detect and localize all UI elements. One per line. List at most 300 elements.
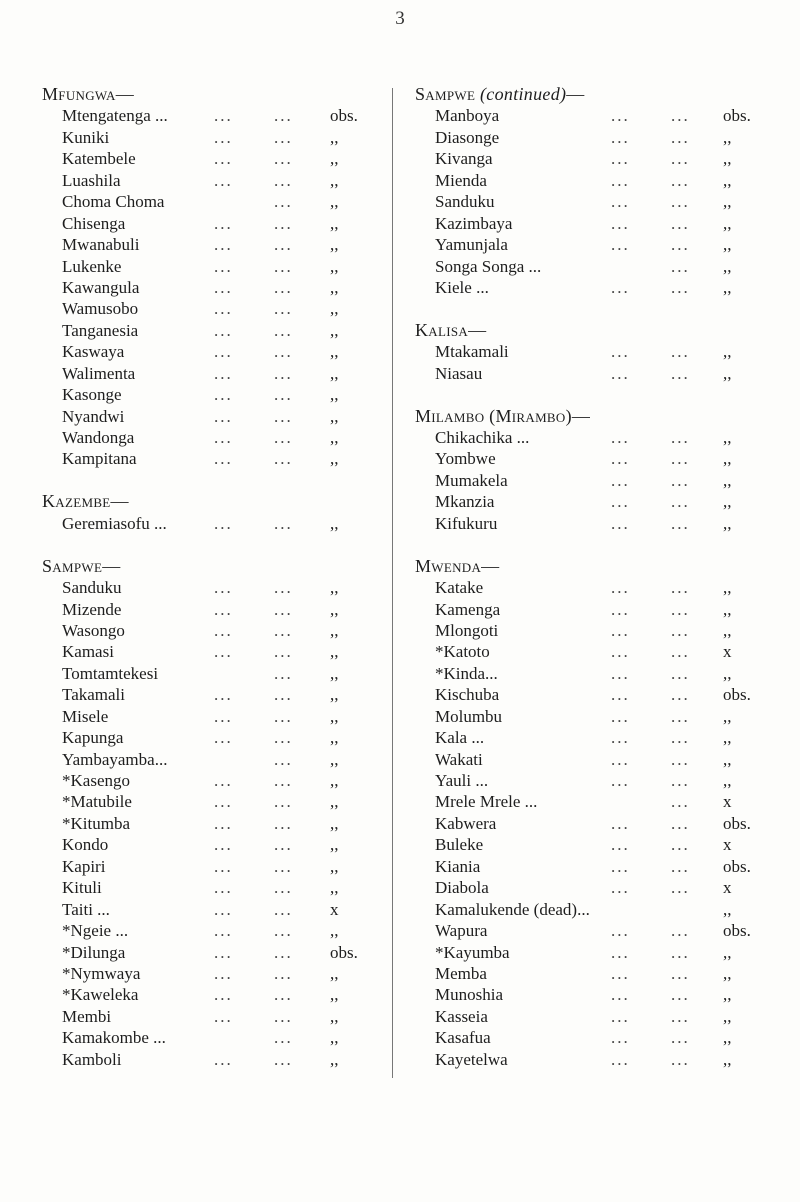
entry-status: ,, [330, 749, 339, 769]
leader-dots: ... [214, 856, 233, 876]
entry-name: Chikachika ... [435, 428, 530, 447]
list-item [415, 984, 765, 1005]
list-item [415, 834, 765, 855]
list-item [42, 1049, 382, 1070]
section-heading-continued: (continued) [480, 84, 567, 104]
leader-dots: ... [214, 277, 233, 297]
list-item [415, 727, 765, 748]
entry-status: ,, [723, 706, 732, 726]
leader-dots: ... [611, 878, 630, 898]
list-item [42, 577, 382, 598]
leader-dots: ... [274, 342, 293, 362]
leader-dots: ... [274, 620, 293, 640]
list-item [415, 1049, 765, 1070]
entry-name: Memba [435, 963, 487, 983]
leader-dots: ... [671, 985, 690, 1005]
leader-dots: ... [274, 749, 293, 769]
entry-status: ,, [723, 620, 732, 640]
leader-dots: ... [274, 771, 293, 790]
list-item [415, 1027, 765, 1048]
leader-dots: ... [274, 235, 293, 255]
section-gap [42, 534, 382, 555]
entry-status: ,, [723, 1028, 732, 1048]
leader-dots: ... [274, 1028, 293, 1048]
list-item [42, 684, 382, 705]
leader-dots: ... [671, 792, 690, 812]
entry-status: x [723, 792, 732, 812]
entry-status: ,, [723, 728, 732, 748]
entry-status: x [723, 835, 732, 855]
list-item [415, 942, 765, 963]
list-item [415, 277, 765, 298]
leader-dots: ... [671, 963, 690, 983]
leader-dots: ... [214, 428, 233, 447]
entry-status: ,, [330, 985, 339, 1005]
list-item [42, 234, 382, 255]
leader-dots: ... [611, 985, 630, 1005]
leader-dots: ... [274, 878, 293, 898]
entry-name: Sanduku [435, 192, 495, 212]
list-item [415, 470, 765, 491]
entry-name: Mienda [435, 170, 487, 190]
entry-status: ,, [330, 771, 339, 790]
leader-dots: ... [274, 106, 293, 126]
entry-status: ,, [723, 256, 732, 276]
leader-dots: ... [671, 813, 690, 833]
entry-name: Membi [62, 1006, 112, 1026]
entry-name: Kayetelwa [435, 1049, 508, 1069]
list-item [42, 427, 382, 448]
list-item [415, 256, 765, 277]
entry-status: ,, [330, 256, 339, 276]
entry-status: obs. [723, 813, 751, 833]
leader-dots: ... [274, 942, 293, 962]
section-heading [42, 84, 382, 105]
leader-dots: ... [214, 449, 233, 469]
entry-name: Tanganesia [62, 320, 139, 340]
list-item [415, 770, 765, 791]
leader-dots: ... [611, 942, 630, 962]
list-item [415, 791, 765, 812]
list-item [415, 920, 765, 941]
leader-dots: ... [671, 878, 690, 898]
entry-name: Geremiasofu ... [62, 513, 167, 533]
leader-dots: ... [611, 856, 630, 876]
section-heading [415, 556, 765, 577]
list-item [42, 920, 382, 941]
entry-status: ,, [723, 428, 732, 447]
entry-name: Lukenke [62, 256, 122, 276]
entry-name: Kivanga [435, 149, 493, 169]
list-item [42, 749, 382, 770]
leader-dots: ... [214, 899, 233, 919]
leader-dots: ... [214, 320, 233, 340]
list-item [415, 127, 765, 148]
list-item [42, 1027, 382, 1048]
leader-dots: ... [214, 771, 233, 790]
entry-status: obs. [330, 106, 358, 126]
list-item [415, 749, 765, 770]
entry-status: obs. [723, 685, 751, 705]
entry-status: ,, [723, 771, 732, 790]
entry-status: obs. [723, 106, 751, 126]
list-item [42, 942, 382, 963]
entry-status: ,, [330, 878, 339, 898]
section-heading [415, 84, 765, 105]
leader-dots: ... [671, 856, 690, 876]
leader-dots: ... [214, 835, 233, 855]
leader-dots: ... [214, 1006, 233, 1026]
leader-dots: ... [274, 513, 293, 533]
entry-status: ,, [723, 192, 732, 212]
leader-dots: ... [611, 921, 630, 941]
list-item [42, 298, 382, 319]
leader-dots: ... [274, 856, 293, 876]
list-item [42, 877, 382, 898]
leader-dots: ... [671, 749, 690, 769]
leader-dots: ... [274, 899, 293, 919]
entry-name: Buleke [435, 835, 484, 855]
entry-status: ,, [330, 921, 339, 941]
leader-dots: ... [611, 149, 630, 169]
entry-name: Kituli [62, 878, 102, 898]
list-item [42, 341, 382, 362]
entry-status: ,, [723, 663, 732, 683]
entry-status: ,, [723, 492, 732, 512]
leader-dots: ... [611, 706, 630, 726]
list-item [42, 170, 382, 191]
leader-dots: ... [274, 642, 293, 662]
list-item [42, 363, 382, 384]
leader-dots: ... [671, 256, 690, 276]
leader-dots: ... [274, 449, 293, 469]
entry-status: x [330, 899, 339, 919]
entry-name: *Kinda... [435, 663, 498, 683]
entry-name: Kischuba [435, 685, 500, 705]
leader-dots: ... [214, 620, 233, 640]
leader-dots: ... [214, 706, 233, 726]
section-heading-text: Sampwe [415, 84, 476, 104]
list-item [42, 706, 382, 727]
leader-dots: ... [671, 170, 690, 190]
entry-name: *Kitumba [62, 813, 130, 833]
entry-status: ,, [330, 835, 339, 855]
list-item [42, 856, 382, 877]
list-item [42, 513, 382, 534]
leader-dots: ... [214, 878, 233, 898]
entry-name: *Katoto [435, 642, 490, 662]
entry-name: Niasau [435, 363, 483, 383]
entry-name: Kazimbaya [435, 213, 513, 233]
leader-dots: ... [214, 149, 233, 169]
list-item [415, 641, 765, 662]
entry-status: ,, [723, 578, 732, 598]
leader-dots: ... [671, 771, 690, 790]
entry-name: Kamboli [62, 1049, 122, 1069]
leader-dots: ... [611, 449, 630, 469]
list-item [42, 105, 382, 126]
leader-dots: ... [274, 728, 293, 748]
list-item [415, 684, 765, 705]
leader-dots: ... [611, 277, 630, 297]
list-item [415, 448, 765, 469]
list-item [42, 663, 382, 684]
leader-dots: ... [671, 192, 690, 212]
leader-dots: ... [611, 106, 630, 126]
leader-dots: ... [611, 599, 630, 619]
list-item [415, 170, 765, 191]
entry-name: Choma Choma [62, 192, 165, 212]
leader-dots: ... [214, 728, 233, 748]
section-gap [415, 534, 765, 555]
leader-dots: ... [214, 642, 233, 662]
list-item [415, 341, 765, 362]
entry-status: ,, [330, 213, 339, 233]
list-item [42, 599, 382, 620]
leader-dots: ... [611, 1049, 630, 1069]
leader-dots: ... [214, 792, 233, 812]
leader-dots: ... [671, 106, 690, 126]
leader-dots: ... [274, 385, 293, 405]
list-item [42, 963, 382, 984]
list-item [415, 963, 765, 984]
leader-dots: ... [214, 106, 233, 126]
entry-name: Kamasi [62, 642, 114, 662]
entry-status: ,, [723, 985, 732, 1005]
leader-dots: ... [671, 1006, 690, 1026]
entry-status: ,, [330, 428, 339, 447]
entry-name: Kamakombe ... [62, 1028, 166, 1048]
list-item [42, 384, 382, 405]
entry-status: ,, [330, 320, 339, 340]
entry-status: ,, [330, 363, 339, 383]
entry-status: ,, [723, 127, 732, 147]
entry-name: Mlongoti [435, 620, 499, 640]
entry-name: Wamusobo [62, 299, 139, 319]
entry-name: Mkanzia [435, 492, 495, 512]
leader-dots: ... [274, 792, 293, 812]
entry-status: ,, [723, 170, 732, 190]
entry-name: Kapiri [62, 856, 106, 876]
leader-dots: ... [611, 1028, 630, 1048]
leader-dots: ... [214, 213, 233, 233]
section-heading [42, 556, 382, 577]
leader-dots: ... [274, 406, 293, 426]
leader-dots: ... [214, 299, 233, 319]
leader-dots: ... [611, 1006, 630, 1026]
entry-name: Diabola [435, 878, 489, 898]
leader-dots: ... [214, 578, 233, 598]
leader-dots: ... [214, 127, 233, 147]
entry-status: ,, [330, 963, 339, 983]
list-item [42, 406, 382, 427]
leader-dots: ... [671, 235, 690, 255]
leader-dots: ... [214, 942, 233, 962]
entry-name: Katake [435, 578, 484, 598]
entry-name: Luashila [62, 170, 121, 190]
leader-dots: ... [611, 428, 630, 447]
leader-dots: ... [274, 663, 293, 683]
leader-dots: ... [611, 642, 630, 662]
leader-dots: ... [274, 149, 293, 169]
entry-name: Munoshia [435, 985, 503, 1005]
leader-dots: ... [671, 449, 690, 469]
list-item [42, 127, 382, 148]
entry-status: ,, [723, 599, 732, 619]
leader-dots: ... [274, 213, 293, 233]
leader-dots: ... [611, 235, 630, 255]
list-item [42, 791, 382, 812]
entry-status: ,, [330, 513, 339, 533]
entry-name: Mwanabuli [62, 235, 140, 255]
leader-dots: ... [671, 513, 690, 533]
leader-dots: ... [671, 1028, 690, 1048]
entry-status: ,, [723, 235, 732, 255]
list-item [415, 234, 765, 255]
entry-name: Kapunga [62, 728, 124, 748]
list-item [42, 213, 382, 234]
list-item [42, 277, 382, 298]
list-item [415, 899, 765, 920]
entry-status: ,, [330, 127, 339, 147]
entry-name: Walimenta [62, 363, 136, 383]
entry-name: Katembele [62, 149, 136, 169]
entry-status: x [723, 642, 732, 662]
section-heading [415, 320, 765, 341]
list-item [42, 1006, 382, 1027]
leader-dots: ... [611, 663, 630, 683]
entry-name: Wapura [435, 921, 488, 941]
section-heading-text: Milambo (Mirambo)— [415, 405, 591, 426]
leader-dots: ... [671, 213, 690, 233]
list-item [415, 491, 765, 512]
leader-dots: ... [274, 813, 293, 833]
leader-dots: ... [274, 170, 293, 190]
column-divider [392, 88, 393, 1078]
list-item [42, 191, 382, 212]
entry-status: ,, [723, 1049, 732, 1069]
entry-name: Kabwera [435, 813, 497, 833]
leader-dots: ... [214, 170, 233, 190]
entry-status: ,, [723, 149, 732, 169]
leader-dots: ... [671, 492, 690, 512]
list-item [42, 770, 382, 791]
leader-dots: ... [671, 642, 690, 662]
leader-dots: ... [214, 385, 233, 405]
entry-name: Takamali [62, 685, 126, 705]
entry-name: Kamalukende (dead)... [435, 899, 590, 919]
leader-dots: ... [611, 170, 630, 190]
list-item [415, 1006, 765, 1027]
entry-name: *Kasengo [62, 771, 130, 790]
leader-dots: ... [611, 835, 630, 855]
list-item [42, 448, 382, 469]
entry-status: ,, [723, 749, 732, 769]
leader-dots: ... [274, 599, 293, 619]
entry-name: Manboya [435, 106, 500, 126]
entry-name: Kampitana [62, 449, 137, 469]
entry-status: x [723, 878, 732, 898]
entry-name: Kasonge [62, 385, 122, 405]
entry-status: ,, [330, 342, 339, 362]
leader-dots: ... [214, 921, 233, 941]
leader-dots: ... [214, 599, 233, 619]
leader-dots: ... [671, 728, 690, 748]
leader-dots: ... [214, 985, 233, 1005]
leader-dots: ... [611, 513, 630, 533]
leader-dots: ... [214, 363, 233, 383]
entry-name: Mumakela [435, 470, 508, 490]
list-item [415, 513, 765, 534]
leader-dots: ... [671, 1049, 690, 1069]
section-heading-dash: — [566, 84, 585, 104]
entry-name: Yombwe [435, 449, 496, 469]
entry-name: Taiti ... [62, 899, 110, 919]
entry-status: ,, [330, 599, 339, 619]
list-item [415, 191, 765, 212]
entry-status: ,, [723, 363, 732, 383]
leader-dots: ... [611, 342, 630, 362]
entry-name: Kala ... [435, 728, 485, 748]
entry-status: ,, [723, 277, 732, 297]
entry-status: ,, [723, 1006, 732, 1026]
entry-name: Misele [62, 706, 109, 726]
entry-name: Kuniki [62, 127, 110, 147]
leader-dots: ... [274, 578, 293, 598]
entry-status: ,, [330, 192, 339, 212]
entry-status: obs. [723, 921, 751, 941]
leader-dots: ... [671, 942, 690, 962]
entry-status: ,, [330, 449, 339, 469]
leader-dots: ... [671, 470, 690, 490]
list-item [415, 620, 765, 641]
entry-status: ,, [723, 963, 732, 983]
list-item [42, 148, 382, 169]
leader-dots: ... [214, 256, 233, 276]
leader-dots: ... [671, 127, 690, 147]
entry-status: ,, [330, 1028, 339, 1048]
leader-dots: ... [611, 470, 630, 490]
section-heading-text: Kalisa— [415, 319, 487, 340]
entry-name: *Kayumba [435, 942, 510, 962]
leader-dots: ... [274, 921, 293, 941]
leader-dots: ... [214, 235, 233, 255]
entry-status: ,, [330, 856, 339, 876]
leader-dots: ... [611, 685, 630, 705]
leader-dots: ... [611, 192, 630, 212]
list-item [42, 727, 382, 748]
leader-dots: ... [671, 578, 690, 598]
leader-dots: ... [214, 406, 233, 426]
entry-name: Kamenga [435, 599, 501, 619]
list-item [415, 427, 765, 448]
leader-dots: ... [671, 620, 690, 640]
entry-name: Kiania [435, 856, 481, 876]
section-gap [415, 384, 765, 405]
leader-dots: ... [274, 320, 293, 340]
leader-dots: ... [611, 492, 630, 512]
list-item [415, 663, 765, 684]
section-heading [415, 406, 765, 427]
entry-name: Kaswaya [62, 342, 125, 362]
page-number: 3 [395, 8, 405, 29]
entry-name: *Kaweleka [62, 985, 139, 1005]
leader-dots: ... [214, 813, 233, 833]
leader-dots: ... [671, 363, 690, 383]
list-item [415, 813, 765, 834]
leader-dots: ... [274, 299, 293, 319]
leader-dots: ... [274, 685, 293, 705]
